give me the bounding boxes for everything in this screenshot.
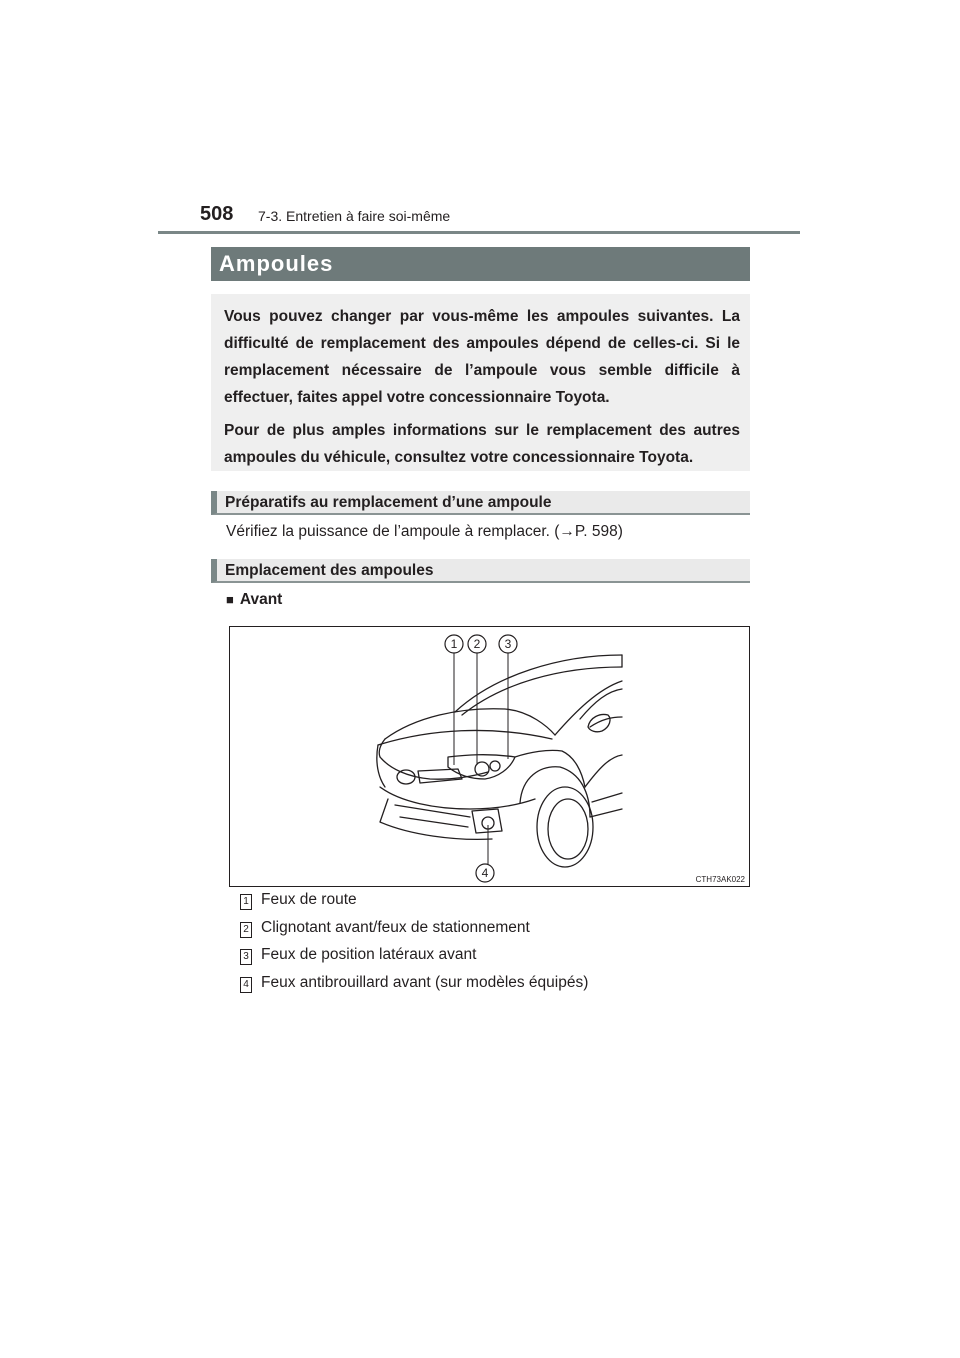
callout-4: 4 [481, 866, 489, 880]
callout-1: 1 [450, 637, 458, 651]
callout-3: 3 [504, 637, 512, 651]
intro-box [211, 294, 750, 471]
section-heading-location: Emplacement des ampoules [211, 559, 750, 583]
legend-label: Feux antibrouillard avant (sur modèles équipés) [261, 973, 589, 991]
square-bullet-icon: ■ [226, 592, 234, 607]
front-subheading-label: Avant [239, 591, 283, 608]
car-illustration [230, 627, 749, 886]
figure-code: CTH73AK022 [695, 875, 745, 884]
page-title: Ampoules [211, 247, 750, 281]
section-path: 7-3. Entretien à faire soi-même [258, 208, 451, 224]
front-subheading [226, 591, 282, 609]
callout-2: 2 [473, 637, 481, 651]
section-heading-preparation: Préparatifs au remplacement d’une ampoule [211, 491, 750, 515]
page-number: 508 [200, 203, 234, 225]
legend-number: 2 [240, 922, 252, 938]
intro-paragraph-2: Pour de plus amples informations sur le remplacement des autres ampoules du véhicule, consultez votre concessionnaire Toyota. [224, 422, 740, 466]
legend-number: 3 [240, 949, 252, 965]
legend-number: 4 [240, 977, 252, 993]
legend-label: Feux de route [261, 891, 357, 908]
car-front-figure [229, 626, 750, 887]
preparation-text: Vérifiez la puissance de l’ampoule à remplacer. (→P. 598) [226, 523, 623, 540]
legend-label: Feux de position latéraux avant [261, 946, 477, 963]
header-rule [158, 231, 800, 234]
legend-label: Clignotant avant/feux de stationnement [261, 918, 530, 936]
legend-number: 1 [240, 894, 252, 910]
intro-paragraph-1: Vous pouvez changer par vous-même les ampoules suivantes. La difficulté de remplacement des ampoules dépend de celles-ci. Si le remplacement nécessaire de l’ampoule vous semble difficile à effectuer, faites appel votre concessionnaire Toyota. [224, 308, 740, 406]
